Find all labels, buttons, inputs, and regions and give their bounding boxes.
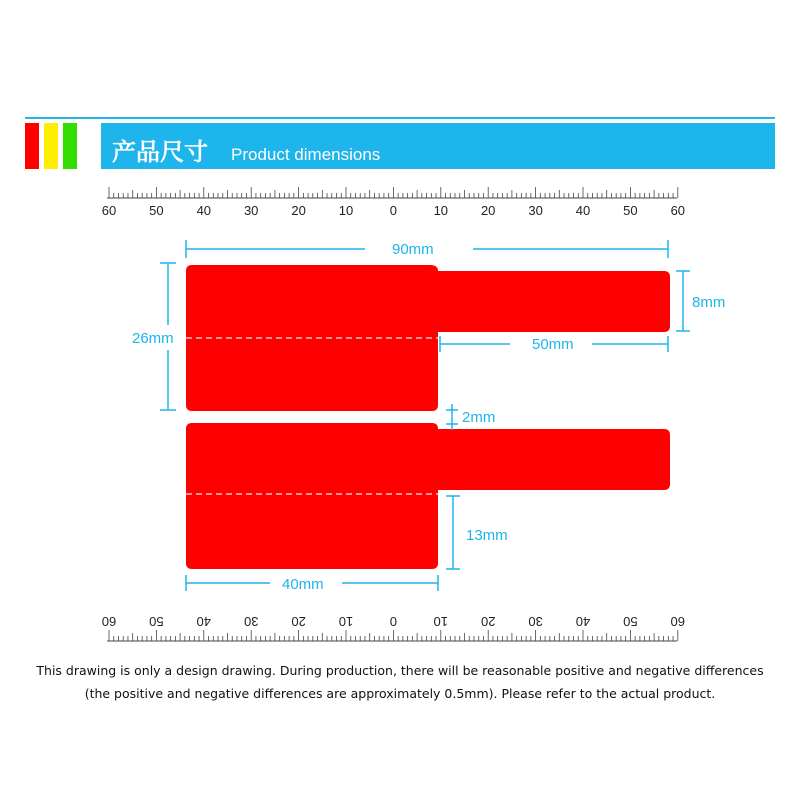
label-top-body	[186, 265, 670, 340]
dim-overall-width: 90mm	[392, 241, 434, 258]
bottom-ruler-label: 20	[480, 614, 496, 629]
dim-tail-height: 8mm	[692, 294, 726, 311]
top-ruler-label: 0	[389, 203, 398, 218]
top-ruler-label: 30	[243, 203, 259, 218]
bottom-ruler-label: 50	[623, 614, 638, 629]
bottom-ruler-label: 10	[338, 614, 354, 629]
bottom-ruler-label: 60	[101, 614, 117, 629]
bottom-ruler-label: 40	[196, 614, 212, 629]
dim-flag-width: 40mm	[282, 576, 324, 593]
bottom-ruler	[102, 614, 685, 641]
top-ruler-label: 10	[338, 203, 354, 218]
top-ruler-label: 50	[623, 203, 638, 218]
bottom-ruler-label: 10	[433, 614, 449, 629]
disclaimer-line-2: (the positive and negative differences are approximately 0.5mm). Please refer to the actual product.	[84, 686, 716, 701]
accent-red-block	[25, 123, 39, 169]
top-ruler-label: 30	[528, 203, 543, 218]
bottom-ruler-label: 50	[149, 614, 164, 629]
header-title-cn: 产品尺寸	[112, 138, 208, 166]
label-shapes	[186, 265, 670, 569]
bottom-ruler-label: 30	[243, 614, 259, 629]
top-ruler-label: 50	[149, 203, 164, 218]
top-ruler-label: 10	[433, 203, 449, 218]
label-bottom-body	[186, 423, 670, 496]
dim-total-height: 26mm	[132, 330, 174, 347]
top-ruler-label: 60	[101, 203, 117, 218]
label-top-flap	[186, 340, 438, 411]
bottom-ruler-label: 0	[389, 614, 398, 629]
top-ruler-label: 20	[480, 203, 496, 218]
top-ruler-label: 40	[196, 203, 212, 218]
dim-gap: 2mm	[462, 409, 496, 426]
bottom-ruler-label: 20	[291, 614, 306, 629]
dim-tail-length: 50mm	[532, 336, 574, 353]
header-title-en: Product dimensions	[231, 145, 381, 164]
label-bottom-flap	[186, 496, 438, 569]
dim-flag-height: 13mm	[466, 527, 508, 544]
top-ruler-label: 40	[575, 203, 591, 218]
bottom-ruler-label: 30	[528, 614, 543, 629]
top-ruler-label: 20	[291, 203, 306, 218]
disclaimer-line-1: This drawing is only a design drawing. During production, there will be reasonable positive and negative differences	[36, 663, 764, 678]
bottom-ruler-label: 40	[575, 614, 591, 629]
accent-green-block	[63, 123, 77, 169]
bottom-ruler-label: 60	[670, 614, 686, 629]
header	[25, 117, 775, 169]
top-ruler	[102, 187, 685, 218]
header-top-line	[25, 117, 775, 119]
accent-yellow-block	[44, 123, 58, 169]
top-ruler-label: 60	[670, 203, 686, 218]
